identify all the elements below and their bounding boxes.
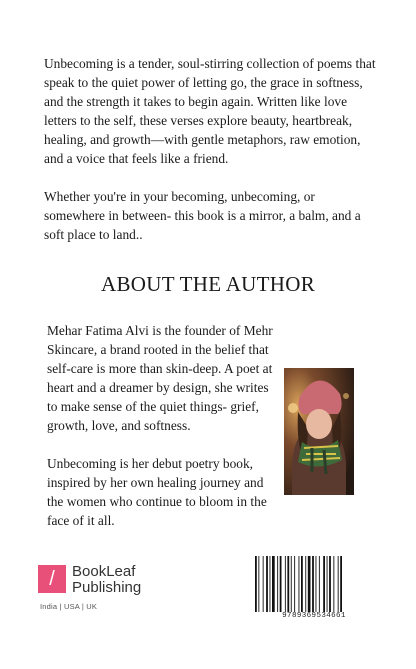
isbn-number: 9789369534661: [282, 612, 346, 620]
bookleaf-slash-logo-icon: /: [38, 565, 66, 593]
blurb-paragraph-2: Whether you're in your becoming, unbecoming, or somewhere in between- this book is a mirror, a balm, and a soft place to land..: [44, 189, 361, 242]
author-bio-paragraph-1: Mehar Fatima Alvi is the founder of Mehr Skincare, a brand rooted in the belief that self-care is more than skin-deep. A poet at heart and a dreamer by design, she writes to make sense of the quiet things- grief, growth, love, and softness.: [47, 323, 273, 433]
blurb-paragraph-1: Unbecoming is a tender, soul-stirring collection of poems that speak to the quiet power of letting go, the grace in softness, and the strength it takes to begin again. Written like love letters to the self, these verses explore beauty, heartbreak, healing, and growth—with gentle metaphors, raw emotion, and a voice that feels like a friend.: [44, 56, 376, 166]
author-bio: [47, 321, 282, 530]
about-author-heading: ABOUT THE AUTHOR: [100, 272, 316, 296]
publisher-regions: India | USA | UK: [40, 602, 98, 611]
barcode-icon: [254, 556, 374, 612]
author-portrait-icon: [284, 368, 354, 495]
author-bio-paragraph-2: Unbecoming is her debut poetry book, inspired by her own healing journey and the women who continue to bloom in the face of it all.: [47, 456, 267, 528]
author-photo: [284, 368, 354, 495]
publisher-name: [72, 564, 141, 596]
publisher-logo: [38, 565, 178, 625]
back-cover-blurb: [44, 54, 379, 244]
publisher-name-line-1: BookLeaf: [72, 563, 136, 580]
publisher-name-line-2: Publishing: [72, 579, 142, 596]
